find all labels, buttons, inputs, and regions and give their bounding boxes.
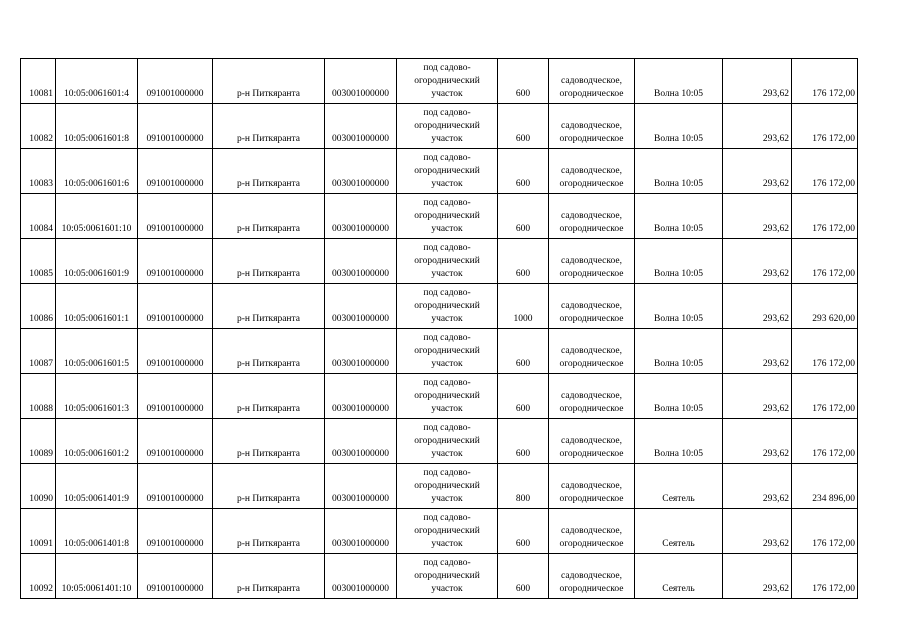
cadastral-number-cell: 10:05:0061601:8	[56, 104, 138, 149]
okato-code-cell: 091001000000	[138, 239, 213, 284]
association-cell: Волна 10:05	[635, 104, 723, 149]
rate-cell: 293,62	[723, 464, 792, 509]
oktmo-code-cell: 003001000000	[325, 104, 397, 149]
land-use-line: садоводческое,	[561, 256, 622, 266]
rate-cell: 293,62	[723, 104, 792, 149]
land-use-cell	[549, 149, 635, 194]
purpose-cell	[397, 149, 498, 194]
purpose-line: под садово-	[423, 198, 471, 208]
row-number-cell: 10084	[21, 194, 56, 239]
rate-cell: 293,62	[723, 374, 792, 419]
table-row	[21, 374, 858, 419]
purpose-line: огороднический	[414, 391, 480, 401]
table-row	[21, 239, 858, 284]
purpose-line: участок	[431, 179, 463, 189]
land-use-line: садоводческое,	[561, 391, 622, 401]
table-row	[21, 509, 858, 554]
purpose-line: огороднический	[414, 436, 480, 446]
row-number-cell: 10091	[21, 509, 56, 554]
purpose-line: под садово-	[423, 108, 471, 118]
okato-code-cell: 091001000000	[138, 194, 213, 239]
cadastral-value-cell: 176 172,00	[792, 149, 858, 194]
land-use-cell	[549, 239, 635, 284]
okato-code-cell: 091001000000	[138, 464, 213, 509]
land-use-cell	[549, 104, 635, 149]
oktmo-code-cell: 003001000000	[325, 194, 397, 239]
table-row	[21, 149, 858, 194]
association-cell: Волна 10:05	[635, 149, 723, 194]
association-cell: Сеятель	[635, 554, 723, 599]
purpose-line: под садово-	[423, 243, 471, 253]
row-number-cell: 10089	[21, 419, 56, 464]
area-cell: 600	[498, 104, 549, 149]
area-cell: 600	[498, 419, 549, 464]
purpose-line: участок	[431, 224, 463, 234]
cadastral-value-cell: 176 172,00	[792, 239, 858, 284]
table-row	[21, 419, 858, 464]
land-use-cell	[549, 464, 635, 509]
association-cell: Волна 10:05	[635, 194, 723, 239]
purpose-line: под садово-	[423, 333, 471, 343]
rate-cell: 293,62	[723, 329, 792, 374]
row-number-cell: 10087	[21, 329, 56, 374]
purpose-line: участок	[431, 404, 463, 414]
cadastral-value-cell: 176 172,00	[792, 509, 858, 554]
purpose-line: под садово-	[423, 513, 471, 523]
land-use-line: садоводческое,	[561, 436, 622, 446]
land-use-line: огородническое	[559, 134, 624, 144]
okato-code-cell: 091001000000	[138, 104, 213, 149]
location-cell: р-н Питкяранта	[213, 59, 325, 104]
land-use-line: огородническое	[559, 89, 624, 99]
land-use-cell	[549, 509, 635, 554]
purpose-line: под садово-	[423, 423, 471, 433]
rate-cell: 293,62	[723, 239, 792, 284]
purpose-line: под садово-	[423, 558, 471, 568]
location-cell: р-н Питкяранта	[213, 284, 325, 329]
okato-code-cell: 091001000000	[138, 149, 213, 194]
location-cell: р-н Питкяранта	[213, 374, 325, 419]
purpose-line: под садово-	[423, 63, 471, 73]
association-cell: Волна 10:05	[635, 239, 723, 284]
land-use-line: огородническое	[559, 314, 624, 324]
area-cell: 600	[498, 554, 549, 599]
oktmo-code-cell: 003001000000	[325, 419, 397, 464]
row-number-cell: 10090	[21, 464, 56, 509]
oktmo-code-cell: 003001000000	[325, 59, 397, 104]
cadastral-value-cell: 176 172,00	[792, 104, 858, 149]
land-use-line: садоводческое,	[561, 211, 622, 221]
cadastral-number-cell: 10:05:0061601:1	[56, 284, 138, 329]
area-cell: 600	[498, 59, 549, 104]
location-cell: р-н Питкяранта	[213, 239, 325, 284]
oktmo-code-cell: 003001000000	[325, 464, 397, 509]
okato-code-cell: 091001000000	[138, 419, 213, 464]
land-use-cell	[549, 329, 635, 374]
cadastral-value-cell: 176 172,00	[792, 194, 858, 239]
land-use-cell	[549, 419, 635, 464]
purpose-cell	[397, 374, 498, 419]
land-use-line: огородническое	[559, 404, 624, 414]
cadastral-value-cell: 176 172,00	[792, 554, 858, 599]
association-cell: Сеятель	[635, 509, 723, 554]
oktmo-code-cell: 003001000000	[325, 509, 397, 554]
table-row	[21, 194, 858, 239]
land-use-line: садоводческое,	[561, 301, 622, 311]
land-use-line: огородническое	[559, 359, 624, 369]
table-row	[21, 284, 858, 329]
oktmo-code-cell: 003001000000	[325, 329, 397, 374]
okato-code-cell: 091001000000	[138, 284, 213, 329]
land-use-line: огородническое	[559, 584, 624, 594]
purpose-line: огороднический	[414, 121, 480, 131]
row-number-cell: 10086	[21, 284, 56, 329]
land-use-line: огородническое	[559, 269, 624, 279]
oktmo-code-cell: 003001000000	[325, 374, 397, 419]
cadastral-value-cell: 293 620,00	[792, 284, 858, 329]
land-use-line: садоводческое,	[561, 346, 622, 356]
land-use-line: огородническое	[559, 179, 624, 189]
purpose-cell	[397, 329, 498, 374]
purpose-cell	[397, 419, 498, 464]
oktmo-code-cell: 003001000000	[325, 284, 397, 329]
cadastral-number-cell: 10:05:0061401:9	[56, 464, 138, 509]
purpose-cell	[397, 239, 498, 284]
land-use-cell	[549, 194, 635, 239]
table-row	[21, 59, 858, 104]
purpose-line: под садово-	[423, 288, 471, 298]
okato-code-cell: 091001000000	[138, 329, 213, 374]
table-row	[21, 554, 858, 599]
land-use-line: садоводческое,	[561, 121, 622, 131]
okato-code-cell: 091001000000	[138, 374, 213, 419]
association-cell: Волна 10:05	[635, 59, 723, 104]
row-number-cell: 10085	[21, 239, 56, 284]
area-cell: 600	[498, 194, 549, 239]
cadastral-number-cell: 10:05:0061601:9	[56, 239, 138, 284]
table-row	[21, 464, 858, 509]
oktmo-code-cell: 003001000000	[325, 239, 397, 284]
purpose-line: участок	[431, 359, 463, 369]
land-use-line: огородническое	[559, 494, 624, 504]
cadastral-value-cell: 234 896,00	[792, 464, 858, 509]
location-cell: р-н Питкяранта	[213, 149, 325, 194]
association-cell: Волна 10:05	[635, 374, 723, 419]
location-cell: р-н Питкяранта	[213, 509, 325, 554]
cadastral-value-cell: 176 172,00	[792, 374, 858, 419]
purpose-line: участок	[431, 449, 463, 459]
row-number-cell: 10083	[21, 149, 56, 194]
association-cell: Волна 10:05	[635, 284, 723, 329]
land-use-line: садоводческое,	[561, 76, 622, 86]
purpose-cell	[397, 509, 498, 554]
land-use-cell	[549, 59, 635, 104]
purpose-line: огороднический	[414, 481, 480, 491]
purpose-line: огороднический	[414, 211, 480, 221]
area-cell: 1000	[498, 284, 549, 329]
association-cell: Волна 10:05	[635, 419, 723, 464]
purpose-line: под садово-	[423, 468, 471, 478]
area-cell: 600	[498, 239, 549, 284]
row-number-cell: 10092	[21, 554, 56, 599]
land-use-cell	[549, 284, 635, 329]
row-number-cell: 10088	[21, 374, 56, 419]
purpose-line: огороднический	[414, 346, 480, 356]
cadastral-number-cell: 10:05:0061601:6	[56, 149, 138, 194]
purpose-line: огороднический	[414, 76, 480, 86]
purpose-cell	[397, 59, 498, 104]
purpose-line: участок	[431, 269, 463, 279]
area-cell: 600	[498, 509, 549, 554]
location-cell: р-н Питкяранта	[213, 194, 325, 239]
purpose-line: огороднический	[414, 301, 480, 311]
cadastral-value-cell: 176 172,00	[792, 419, 858, 464]
purpose-line: участок	[431, 494, 463, 504]
association-cell: Сеятель	[635, 464, 723, 509]
purpose-line: участок	[431, 314, 463, 324]
cadastral-number-cell: 10:05:0061401:8	[56, 509, 138, 554]
location-cell: р-н Питкяранта	[213, 464, 325, 509]
okato-code-cell: 091001000000	[138, 509, 213, 554]
land-use-line: огородническое	[559, 539, 624, 549]
oktmo-code-cell: 003001000000	[325, 149, 397, 194]
okato-code-cell: 091001000000	[138, 554, 213, 599]
association-cell: Волна 10:05	[635, 329, 723, 374]
purpose-line: огороднический	[414, 256, 480, 266]
area-cell: 800	[498, 464, 549, 509]
cadastral-number-cell: 10:05:0061601:10	[56, 194, 138, 239]
rate-cell: 293,62	[723, 149, 792, 194]
location-cell: р-н Питкяранта	[213, 554, 325, 599]
location-cell: р-н Питкяранта	[213, 329, 325, 374]
cadastral-number-cell: 10:05:0061601:5	[56, 329, 138, 374]
purpose-line: огороднический	[414, 166, 480, 176]
land-use-line: огородническое	[559, 224, 624, 234]
rate-cell: 293,62	[723, 554, 792, 599]
purpose-line: участок	[431, 539, 463, 549]
cadastral-number-cell: 10:05:0061401:10	[56, 554, 138, 599]
area-cell: 600	[498, 149, 549, 194]
land-use-cell	[549, 554, 635, 599]
purpose-cell	[397, 194, 498, 239]
land-use-line: огородническое	[559, 449, 624, 459]
table-row	[21, 329, 858, 374]
oktmo-code-cell: 003001000000	[325, 554, 397, 599]
land-use-cell	[549, 374, 635, 419]
purpose-line: участок	[431, 89, 463, 99]
rate-cell: 293,62	[723, 194, 792, 239]
table-row	[21, 104, 858, 149]
land-plots-table	[20, 58, 858, 599]
cadastral-value-cell: 176 172,00	[792, 329, 858, 374]
land-use-line: садоводческое,	[561, 571, 622, 581]
area-cell: 600	[498, 374, 549, 419]
purpose-line: участок	[431, 134, 463, 144]
okato-code-cell: 091001000000	[138, 59, 213, 104]
cadastral-number-cell: 10:05:0061601:2	[56, 419, 138, 464]
table-body	[21, 59, 858, 599]
area-cell: 600	[498, 329, 549, 374]
location-cell: р-н Питкяранта	[213, 419, 325, 464]
location-cell: р-н Питкяранта	[213, 104, 325, 149]
land-use-line: садоводческое,	[561, 166, 622, 176]
purpose-cell	[397, 284, 498, 329]
land-use-line: садоводческое,	[561, 526, 622, 536]
rate-cell: 293,62	[723, 419, 792, 464]
purpose-cell	[397, 464, 498, 509]
purpose-cell	[397, 554, 498, 599]
row-number-cell: 10081	[21, 59, 56, 104]
row-number-cell: 10082	[21, 104, 56, 149]
land-use-line: садоводческое,	[561, 481, 622, 491]
cadastral-number-cell: 10:05:0061601:3	[56, 374, 138, 419]
purpose-line: огороднический	[414, 526, 480, 536]
purpose-line: под садово-	[423, 153, 471, 163]
rate-cell: 293,62	[723, 509, 792, 554]
rate-cell: 293,62	[723, 59, 792, 104]
cadastral-number-cell: 10:05:0061601:4	[56, 59, 138, 104]
purpose-cell	[397, 104, 498, 149]
rate-cell: 293,62	[723, 284, 792, 329]
purpose-line: участок	[431, 584, 463, 594]
cadastral-value-cell: 176 172,00	[792, 59, 858, 104]
purpose-line: под садово-	[423, 378, 471, 388]
purpose-line: огороднический	[414, 571, 480, 581]
